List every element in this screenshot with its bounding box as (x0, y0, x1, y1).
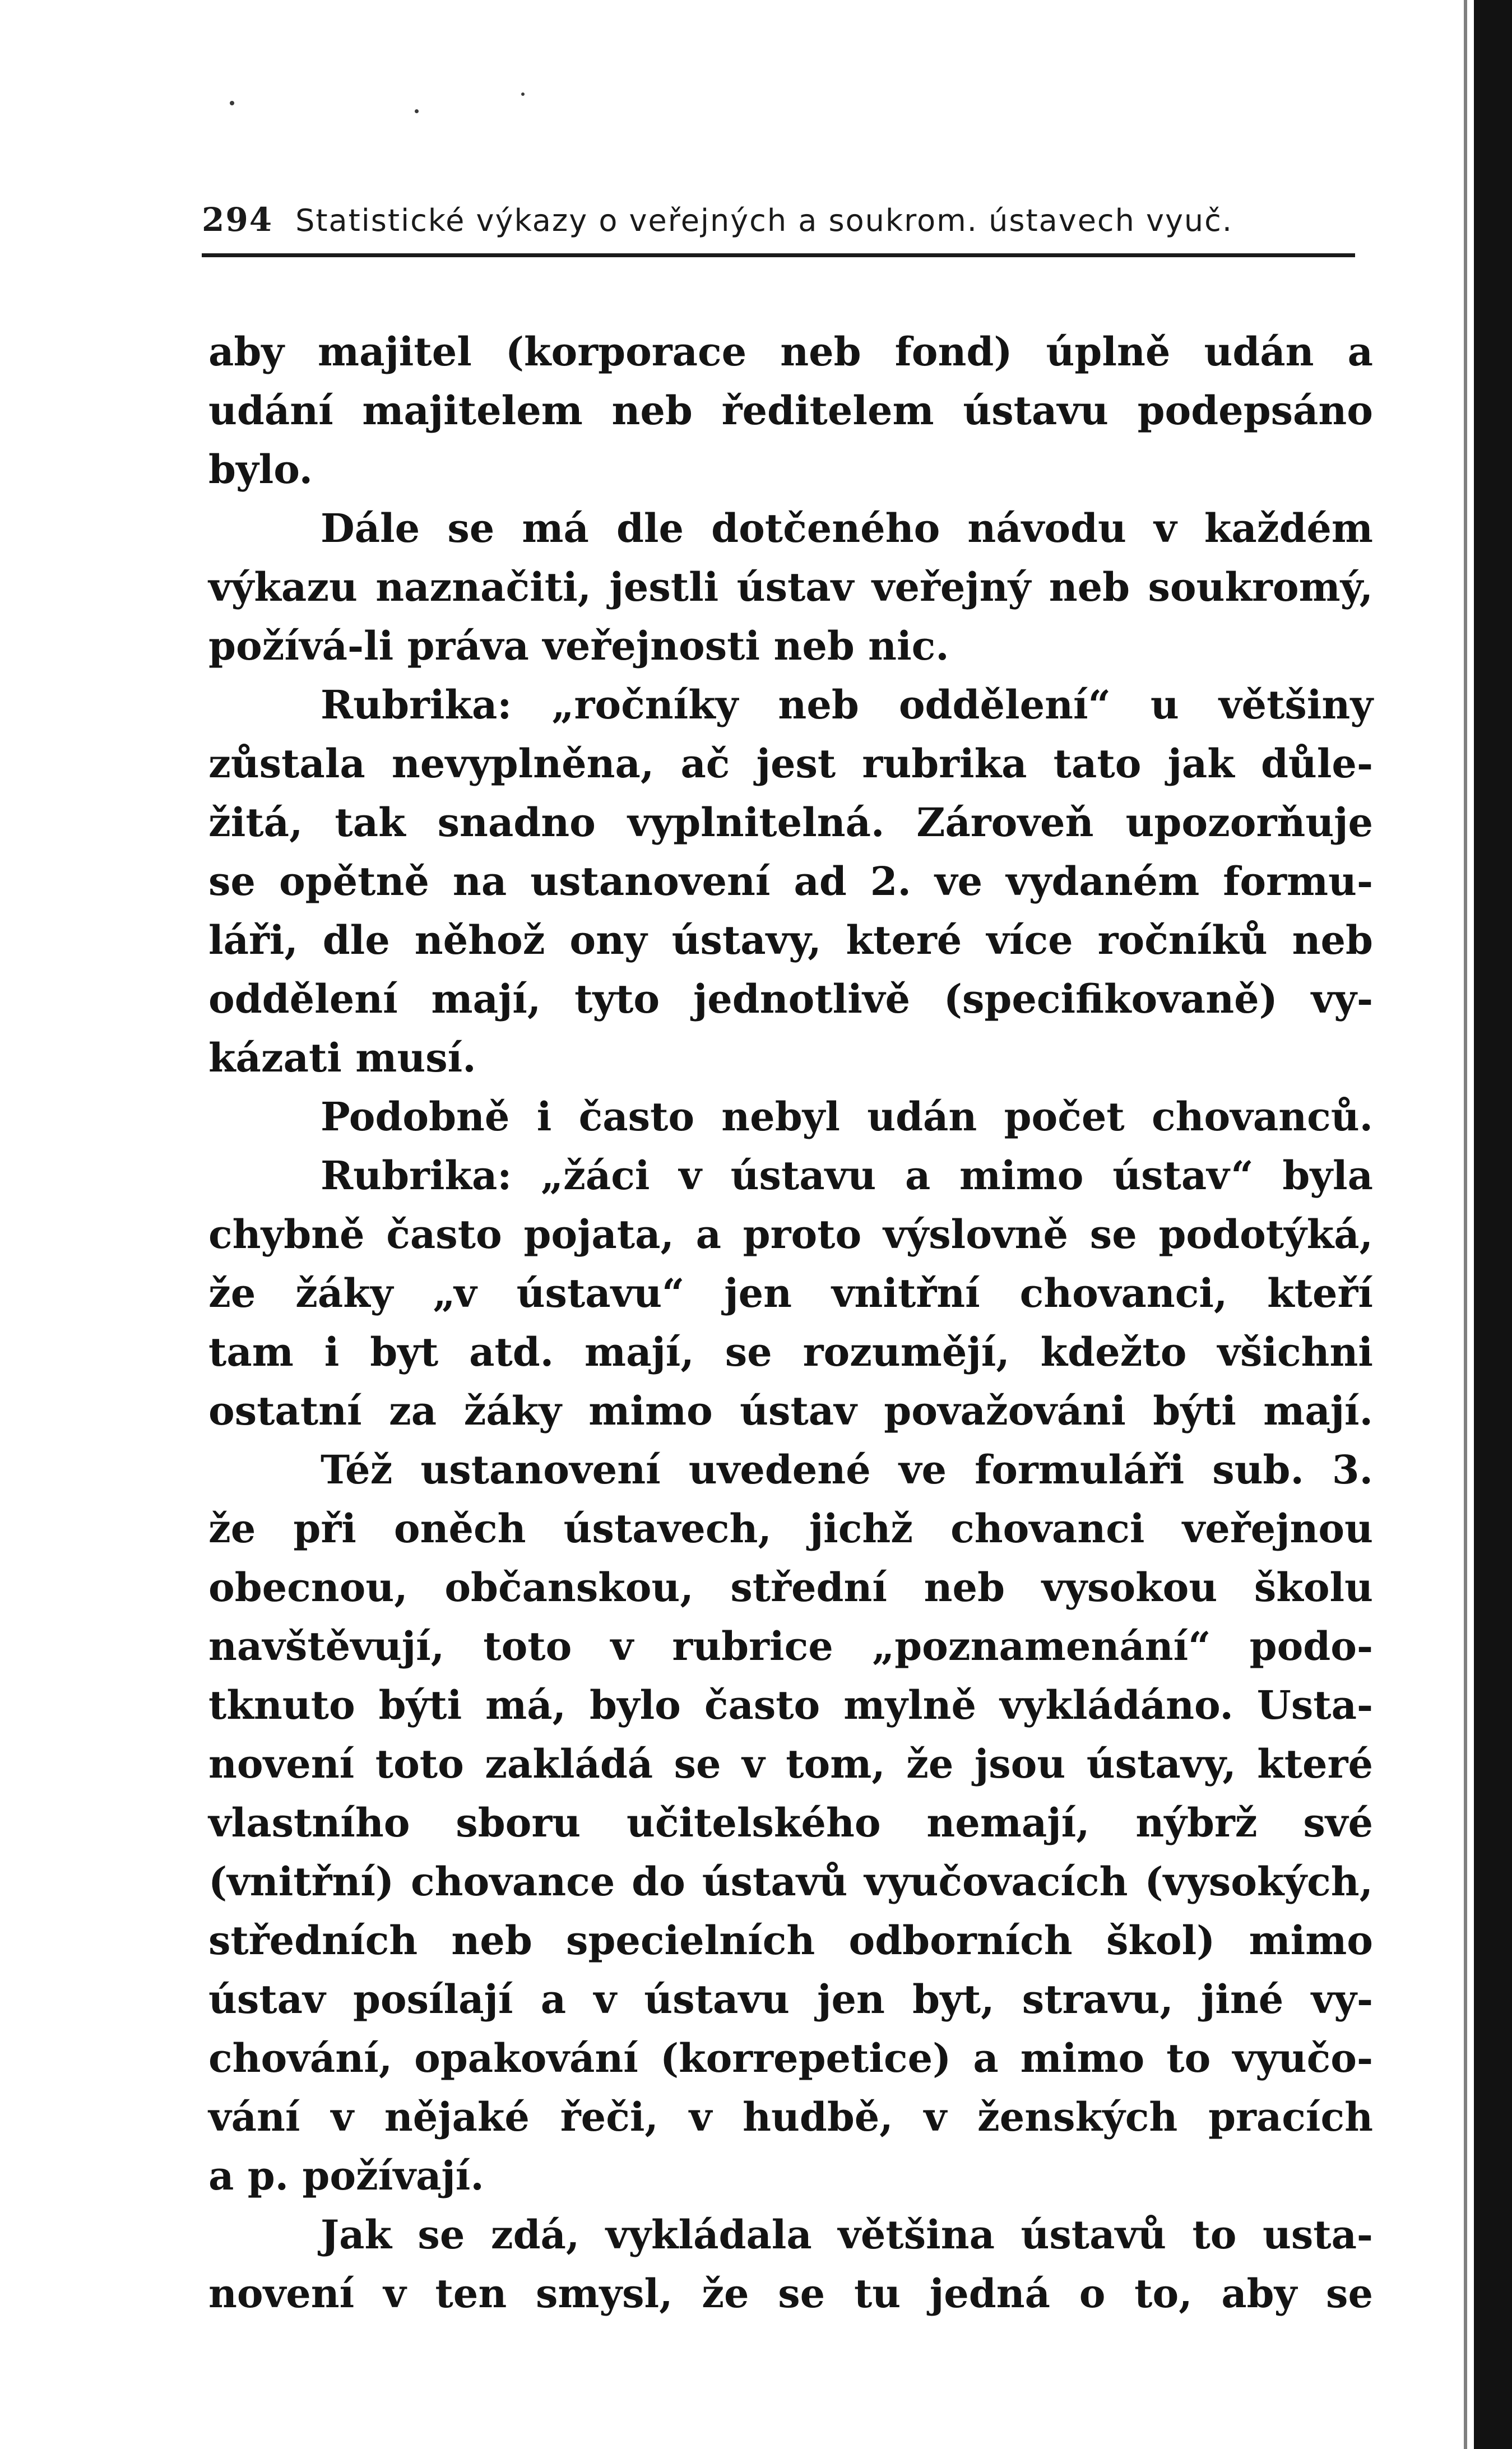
text-line: středních neb specielních odborních škol) mimo (208, 1917, 1373, 1964)
text-line: bylo. (208, 446, 313, 493)
text-line: Podobně i často nebyl udán počet chovanců. (321, 1093, 1373, 1140)
text-line: vání v nějaké řeči, v hudbě, v ženských pracích (208, 2094, 1373, 2140)
text-line: že při oněch ústavech, jichž chovanci veřejnou (208, 1505, 1373, 1552)
text-line: výkazu naznačiti, jestli ústav veřejný neb soukromý, (208, 564, 1373, 610)
text-line: žitá, tak snadno vyplnitelná. Zároveň upozorňuje (208, 799, 1373, 846)
header-rule (202, 253, 1355, 257)
text-line: Rubrika: „žáci v ústavu a mimo ústav“ byla (321, 1152, 1373, 1199)
page-edge-shadow (1474, 0, 1512, 2449)
text-line: ústav posílají a v ústavu jen byt, stravu, jiné vy- (208, 1976, 1373, 2023)
text-line: chybně často pojata, a proto výslovně se podotýká, (208, 1211, 1373, 1258)
text-line: vlastního sboru učitelského nemají, nýbrž své (208, 1799, 1373, 1846)
body-text (208, 322, 1373, 2323)
text-line: navštěvují, toto v rubrice „poznamenání“ podo- (208, 1623, 1373, 1669)
scan-speck (415, 109, 419, 113)
text-line: Rubrika: „ročníky neb oddělení“ u většiny (321, 681, 1373, 728)
text-line: kázati musí. (208, 1035, 476, 1081)
text-line: Dále se má dle dotčeného návodu v každém (321, 505, 1373, 551)
text-line: Jak se zdá, vykládala většina ústavů to usta- (321, 2211, 1373, 2258)
text-line: se opětně na ustanovení ad 2. ve vydaném formu- (208, 858, 1373, 905)
text-line: že žáky „v ústavu“ jen vnitřní chovanci, kteří (208, 1270, 1373, 1316)
text-line: oddělení mají, tyto jednotlivě (specifikovaně) vy- (208, 976, 1373, 1022)
text-line: aby majitel (korporace neb fond) úplně udán a (208, 328, 1373, 375)
text-line: (vnitřní) chovance do ústavů vyučovacích (vysokých, (208, 1858, 1373, 1905)
text-line: tknuto býti má, bylo často mylně vykládáno. Usta- (208, 1682, 1373, 1728)
text-line: udání majitelem neb ředitelem ústavu podepsáno (208, 387, 1373, 434)
text-line: novení v ten smysl, že se tu jedná o to, aby se (208, 2270, 1373, 2317)
running-header (202, 197, 1356, 242)
page-edge-line (1464, 0, 1467, 2449)
page-number: 294 (202, 201, 273, 239)
text-line: Též ustanovení uvedené ve formuláři sub. 3. (321, 1446, 1373, 1493)
scan-speck (230, 101, 234, 105)
text-line: ostatní za žáky mimo ústav považováni býti mají. (208, 1388, 1373, 1434)
text-line: a p. požívají. (208, 2153, 484, 2199)
running-title: Statistické výkazy o veřejných a soukrom. ústavech vyuč. (295, 203, 1233, 238)
text-line: láři, dle něhož ony ústavy, které více ročníků neb (208, 917, 1373, 963)
text-line: chování, opakování (korrepetice) a mimo to vyučo- (208, 2035, 1373, 2081)
scan-speck (521, 92, 525, 96)
text-line: zůstala nevyplněna, ač jest rubrika tato jak důle- (208, 740, 1373, 787)
text-line: tam i byt atd. mají, se rozumějí, kdežto všichni (208, 1329, 1373, 1375)
text-line: požívá-li práva veřejnosti neb nic. (208, 623, 949, 669)
text-line: obecnou, občanskou, střední neb vysokou školu (208, 1564, 1373, 1611)
text-line: novení toto zakládá se v tom, že jsou ústavy, které (208, 1741, 1373, 1787)
